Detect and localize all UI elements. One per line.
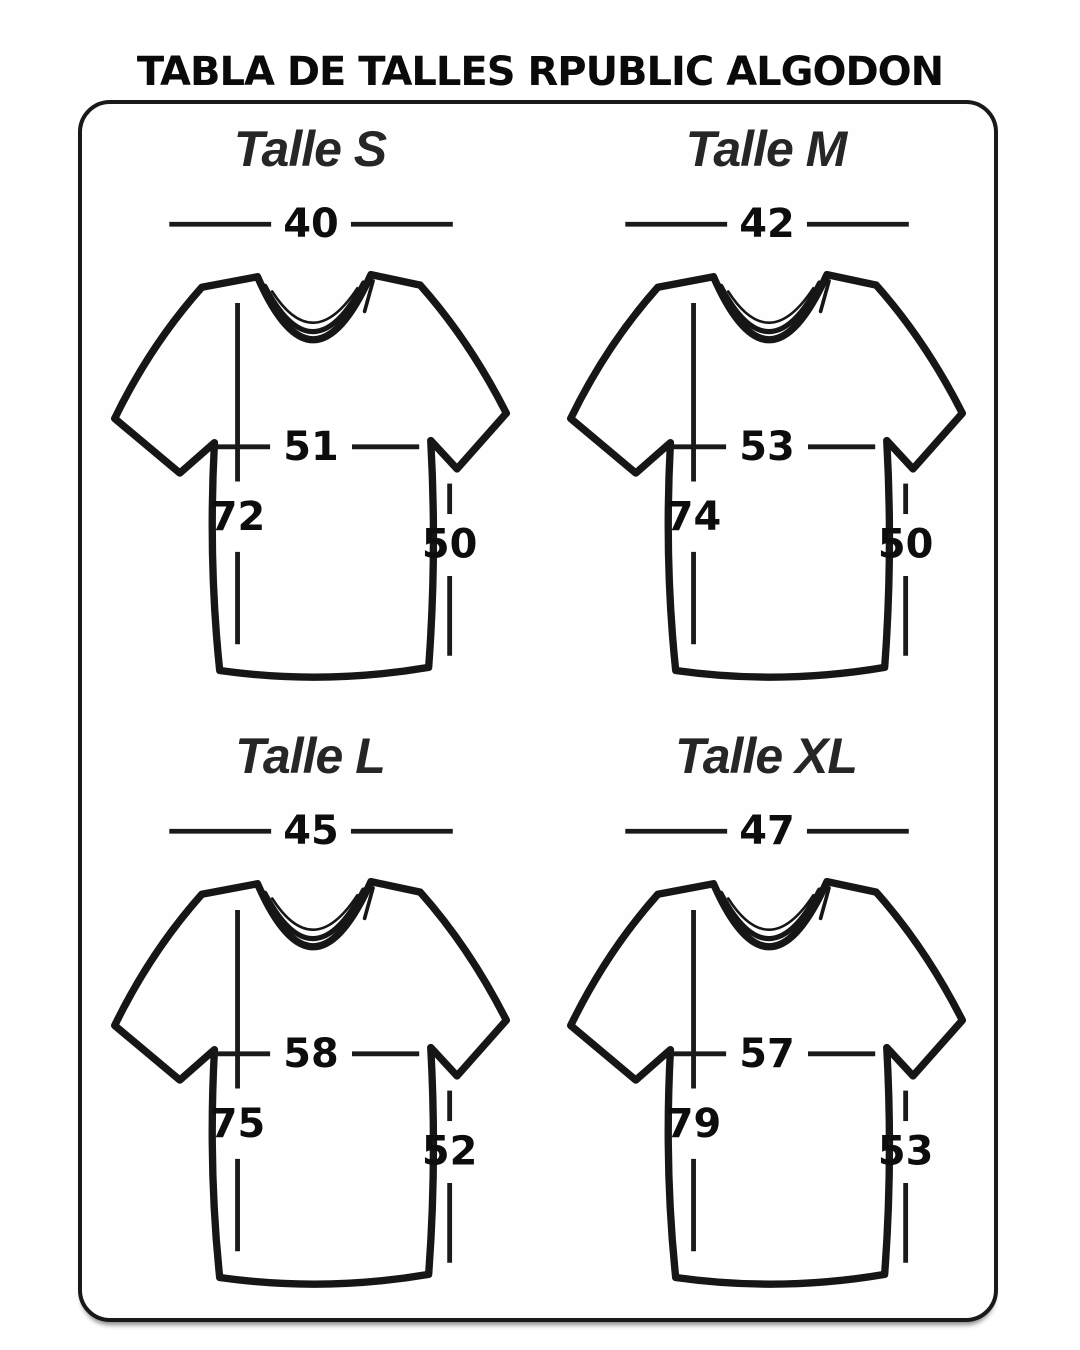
length-value: 74 [665,494,722,541]
size-card-s [82,104,538,711]
side-value: 50 [421,521,478,568]
size-title: Talle XL [675,728,857,784]
tshirt-size-diagram [556,198,976,702]
top-width-measure [169,201,453,247]
top-width-measure [625,201,909,247]
tshirt-size-diagram [556,805,976,1309]
top-width-measure [169,808,453,854]
length-value: 75 [209,1101,266,1148]
size-title: Talle L [235,728,385,784]
top-width-value: 42 [739,201,795,248]
top-width-value: 40 [283,201,339,248]
size-card-l [82,711,538,1318]
tshirt-size-diagram [100,198,520,702]
top-width-measure [625,808,909,854]
size-title: Talle S [233,121,387,177]
size-chart-frame [78,100,998,1322]
chest-value: 51 [283,423,339,470]
side-value: 53 [877,1128,934,1175]
size-card-m [538,104,994,711]
top-width-value: 47 [739,808,795,855]
top-width-value: 45 [283,808,339,855]
length-value: 79 [665,1101,722,1148]
size-title: Talle M [685,121,847,177]
chest-value: 58 [283,1030,339,1077]
tshirt-size-diagram [100,805,520,1309]
chest-value: 53 [739,423,795,470]
side-value: 52 [421,1128,478,1175]
length-value: 72 [209,494,266,541]
page-title: TABLA DE TALLES RPUBLIC ALGODON [136,48,944,95]
chest-value: 57 [739,1030,795,1077]
size-card-xl [538,711,994,1318]
side-value: 50 [877,521,934,568]
